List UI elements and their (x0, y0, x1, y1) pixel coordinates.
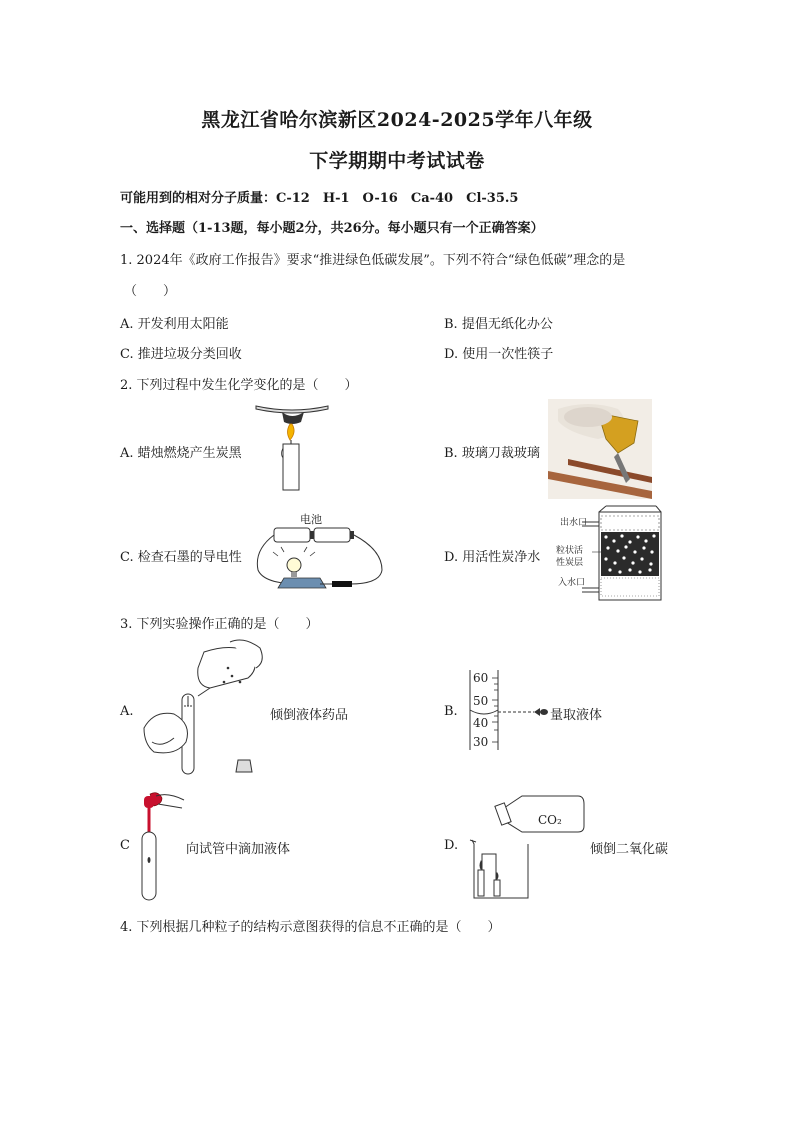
q1-option-b: B. 提倡无纸化办公 (444, 317, 553, 332)
filter-label-carbon-2: 性炭层 (556, 558, 584, 568)
q3-option-d-text: 倾倒二氧化碳 (590, 842, 669, 857)
filter-label-carbon-1: 粒状活 (556, 546, 584, 556)
q1-option-a: A. 开发利用太阳能 (120, 317, 229, 332)
q3-option-a-letter: A. (120, 704, 134, 719)
q2-option-a: A. 蜡烛燃烧产生炭黑 (120, 446, 242, 461)
filter-label-inlet: 入水口 (558, 578, 586, 588)
section-heading: 一、选择题（1-13题，每小题2分，共26分。每小题只有一个正确答案） (120, 221, 544, 236)
q3-option-a-text: 倾倒液体药品 (270, 708, 349, 723)
page-subtitle: 下学期期中考试试卷 (309, 150, 485, 172)
activated-carbon-filter-illustration (556, 504, 668, 602)
q3-stem: 3. 下列实验操作正确的是（ ） (120, 617, 319, 632)
graduated-cylinder-illustration (458, 668, 558, 752)
q2-stem: 2. 下列过程中发生化学变化的是（ ） (120, 378, 358, 393)
q3-option-c-letter: C (120, 838, 130, 853)
cylinder-tick-30: 30 (473, 735, 489, 749)
q2-option-d: D. 用活性炭净水 (444, 550, 541, 565)
pouring-co2-illustration (466, 790, 586, 902)
q3-option-d-letter: D. (444, 838, 459, 853)
q1-option-c: C. 推进垃圾分类回收 (120, 347, 242, 362)
candle-plate-illustration (252, 398, 332, 494)
q1-stem: 1. 2024年《政府工作报告》要求“推进绿色低碳发展”。下列不符合“绿色低碳”理念的是 (120, 253, 626, 268)
cylinder-tick-40: 40 (473, 716, 489, 730)
dropper-test-tube-illustration (128, 788, 188, 904)
co2-label: CO₂ (538, 813, 562, 827)
filter-label-outlet: 出水口 (560, 518, 588, 528)
q3-option-c-text: 向试管中滴加液体 (186, 842, 291, 857)
q4-stem: 4. 下列根据几种粒子的结构示意图获得的信息不正确的是（ ） (120, 920, 501, 935)
cylinder-tick-60: 60 (473, 671, 489, 685)
atomic-masses: 可能用到的相对分子质量：C-12 H-1 O-16 Ca-40 Cl-35.5 (120, 191, 519, 206)
q2-option-b: B. 玻璃刀裁玻璃 (444, 446, 540, 461)
q1-option-d: D. 使用一次性筷子 (444, 347, 554, 362)
pouring-liquid-illustration (144, 638, 266, 780)
graphite-circuit-illustration (254, 510, 386, 594)
battery-label: 电池 (300, 513, 322, 526)
q3-option-b-letter: B. (444, 704, 458, 719)
q2-option-c: C. 检查石墨的导电性 (120, 550, 242, 565)
q1-blank: （ ） (124, 284, 177, 299)
page-title: 黑龙江省哈尔滨新区2024-2025学年八年级 (201, 109, 593, 131)
cylinder-tick-50: 50 (473, 694, 489, 708)
glass-cutter-photo (548, 399, 652, 499)
q3-option-b-text: 量取液体 (550, 708, 603, 723)
